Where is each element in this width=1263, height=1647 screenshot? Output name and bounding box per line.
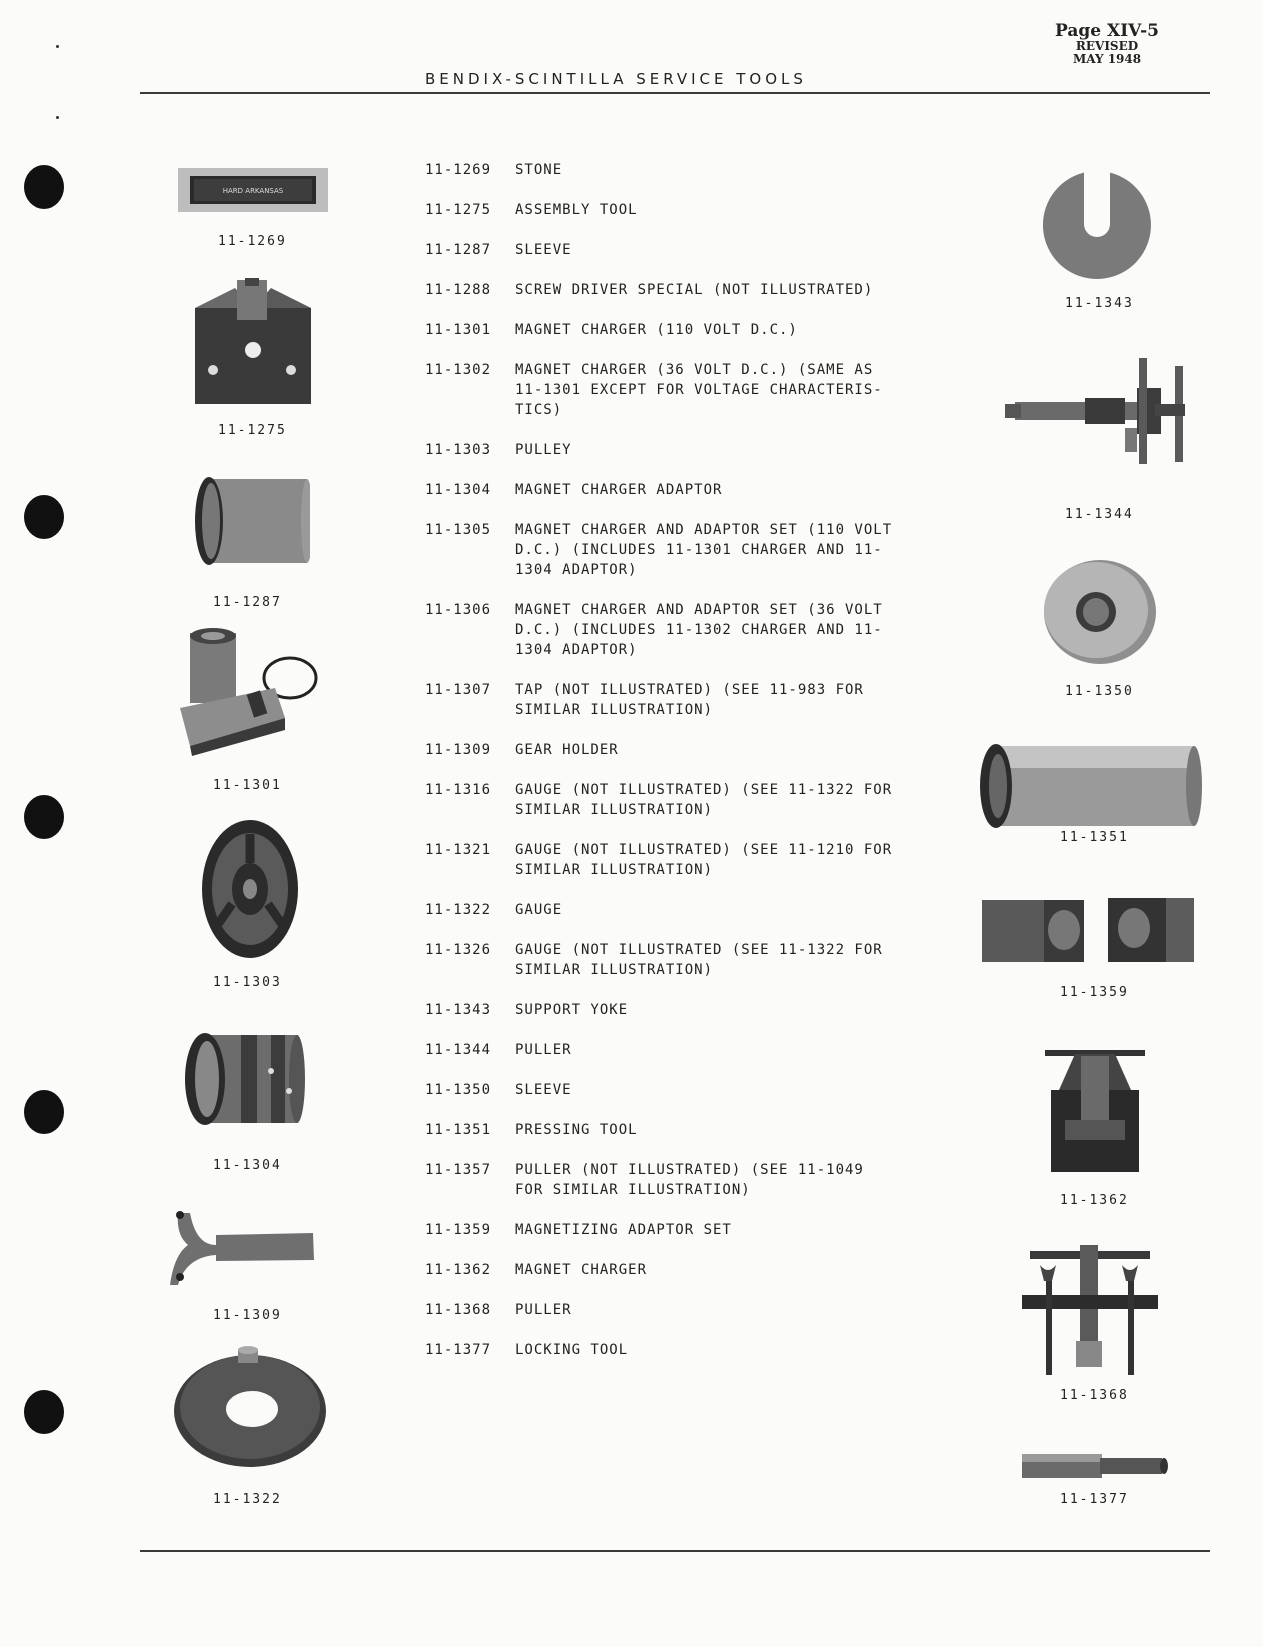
figure-caption: 11-1303 (213, 975, 282, 990)
figure-caption: 11-1304 (213, 1158, 282, 1173)
part-number: 11-1359 (425, 1222, 492, 1238)
locking-tool-photo (1020, 1448, 1170, 1484)
adaptor-set-photo (982, 896, 1207, 966)
list-item (425, 1300, 945, 1320)
list-item (425, 740, 945, 760)
part-number: 11-1357 (425, 1162, 492, 1178)
part-description: MAGNET CHARGER (515, 1262, 648, 1278)
sleeve-1350-photo (1040, 558, 1158, 666)
part-description: PULLER (515, 1302, 572, 1318)
part-description: MAGNET CHARGER (110 VOLT D.C.) (515, 322, 798, 338)
part-number: 11-1287 (425, 242, 492, 258)
figure-caption: 11-1350 (1065, 684, 1134, 699)
part-description: SUPPORT YOKE (515, 1002, 629, 1018)
part-number: 11-1316 (425, 782, 492, 798)
part-description: MAGNET CHARGER (36 VOLT D.C.) (SAME AS 11-1301 EXCEPT FOR VOLTAGE CHARACTERIS- TICS) (515, 362, 883, 418)
puller-photo (1005, 358, 1205, 468)
part-number: 11-1309 (425, 742, 492, 758)
part-number: 11-1377 (425, 1342, 492, 1358)
part-description: MAGNET CHARGER AND ADAPTOR SET (36 VOLT D.C.) (INCLUDES 11-1302 CHARGER AND 11- 1304 ADAPTOR) (515, 602, 883, 658)
part-number: 11-1301 (425, 322, 492, 338)
list-item (425, 520, 945, 580)
list-item (425, 1160, 945, 1200)
part-number: 11-1368 (425, 1302, 492, 1318)
list-item (425, 240, 945, 260)
figure-caption: 11-1362 (1060, 1193, 1129, 1208)
figure-caption: 11-1322 (213, 1492, 282, 1507)
part-description: MAGNET CHARGER AND ADAPTOR SET (110 VOLT D.C.) (INCLUDES 11-1301 CHARGER AND 11- 1304 ADAPTOR) (515, 522, 893, 578)
list-item (425, 900, 945, 920)
gear-holder-photo (168, 1205, 318, 1285)
part-description: GAUGE (NOT ILLUSTRATED) (SEE 11-1322 FOR SIMILAR ILLUSTRATION) (515, 782, 893, 818)
part-number: 11-1343 (425, 1002, 492, 1018)
figure-caption: 11-1344 (1065, 507, 1134, 522)
adaptor-photo (185, 1025, 310, 1135)
punch-hole (24, 795, 64, 839)
punch-hole (24, 1090, 64, 1134)
part-number: 11-1269 (425, 162, 492, 178)
part-number: 11-1350 (425, 1082, 492, 1098)
list-item (425, 320, 945, 340)
header-rule (140, 92, 1210, 94)
part-number: 11-1288 (425, 282, 492, 298)
list-item (425, 680, 945, 720)
list-item (425, 780, 945, 820)
part-number: 11-1351 (425, 1122, 492, 1138)
list-item (425, 280, 945, 300)
part-description: GEAR HOLDER (515, 742, 619, 758)
figure-caption: 11-1368 (1060, 1388, 1129, 1403)
part-description: SLEEVE (515, 242, 572, 258)
part-description: PULLER (515, 1042, 572, 1058)
list-item (425, 1000, 945, 1020)
list-item (425, 1260, 945, 1280)
puller-1368-photo (1018, 1245, 1163, 1375)
sleeve-photo (195, 465, 310, 575)
support-yoke-photo (1040, 168, 1155, 283)
tool-listing (425, 160, 945, 1380)
list-item (425, 1340, 945, 1360)
part-number: 11-1304 (425, 482, 492, 498)
assembly-tool-photo (195, 278, 315, 408)
figure-caption: 11-1301 (213, 778, 282, 793)
figure-caption: 11-1269 (218, 234, 287, 249)
part-number: 11-1306 (425, 602, 492, 618)
part-description: ASSEMBLY TOOL (515, 202, 638, 218)
part-number: 11-1302 (425, 362, 492, 378)
stone-label: HARD ARKANSAS (222, 187, 284, 195)
gauge-photo (172, 1345, 327, 1470)
part-description: STONE (515, 162, 563, 178)
figure-caption: 11-1351 (1060, 830, 1129, 845)
list-item (425, 600, 945, 660)
part-description: MAGNET CHARGER ADAPTOR (515, 482, 723, 498)
page-reference (1055, 22, 1159, 66)
part-description: GAUGE (NOT ILLUSTRATED (SEE 11-1322 FOR SIMILAR ILLUSTRATION) (515, 942, 883, 978)
page-number: Page XIV-5 (1055, 21, 1159, 41)
figure-caption: 11-1377 (1060, 1492, 1129, 1507)
pressing-tool-photo (980, 740, 1202, 832)
list-item (425, 480, 945, 500)
footer-rule (140, 1550, 1210, 1552)
part-number: 11-1307 (425, 682, 492, 698)
part-description: SCREW DRIVER SPECIAL (NOT ILLUSTRATED) (515, 282, 874, 298)
magnet-charger-photo (180, 628, 320, 758)
speck (56, 45, 59, 48)
punch-hole (24, 1390, 64, 1434)
part-description: PRESSING TOOL (515, 1122, 638, 1138)
punch-hole (24, 165, 64, 209)
pulley-photo (200, 818, 300, 960)
figure-caption: 11-1287 (213, 595, 282, 610)
part-description: GAUGE (515, 902, 563, 918)
punch-hole (24, 495, 64, 539)
part-description: MAGNETIZING ADAPTOR SET (515, 1222, 732, 1238)
part-number: 11-1303 (425, 442, 492, 458)
revision-date: MAY 1948 (1072, 52, 1142, 66)
part-number: 11-1362 (425, 1262, 492, 1278)
part-description: PULLER (NOT ILLUSTRATED) (SEE 11-1049 FOR SIMILAR ILLUSTRATION) (515, 1162, 864, 1198)
revised-label: REVISED (1075, 39, 1139, 53)
list-item (425, 1120, 945, 1140)
list-item (425, 940, 945, 980)
part-number: 11-1275 (425, 202, 492, 218)
list-item (425, 1220, 945, 1240)
part-description: SLEEVE (515, 1082, 572, 1098)
speck (56, 116, 59, 119)
figure-caption: 11-1275 (218, 423, 287, 438)
part-description: GAUGE (NOT ILLUSTRATED) (SEE 11-1210 FOR SIMILAR ILLUSTRATION) (515, 842, 893, 878)
part-description: LOCKING TOOL (515, 1342, 629, 1358)
list-item (425, 360, 945, 420)
figure-caption: 11-1359 (1060, 985, 1129, 1000)
list-item (425, 1040, 945, 1060)
part-description: PULLEY (515, 442, 572, 458)
list-item (425, 1080, 945, 1100)
part-number: 11-1326 (425, 942, 492, 958)
figure-caption: 11-1343 (1065, 296, 1134, 311)
page-title: BENDIX-SCINTILLA SERVICE TOOLS (425, 70, 807, 88)
stone-photo (178, 168, 328, 212)
part-description: TAP (NOT ILLUSTRATED) (SEE 11-983 FOR SIMILAR ILLUSTRATION) (515, 682, 864, 718)
list-item (425, 440, 945, 460)
part-number: 11-1305 (425, 522, 492, 538)
magnet-charger-1362-photo (1045, 1050, 1145, 1175)
part-number: 11-1321 (425, 842, 492, 858)
part-number: 11-1322 (425, 902, 492, 918)
list-item (425, 160, 945, 180)
list-item (425, 840, 945, 880)
part-number: 11-1344 (425, 1042, 492, 1058)
figure-caption: 11-1309 (213, 1308, 282, 1323)
list-item (425, 200, 945, 220)
